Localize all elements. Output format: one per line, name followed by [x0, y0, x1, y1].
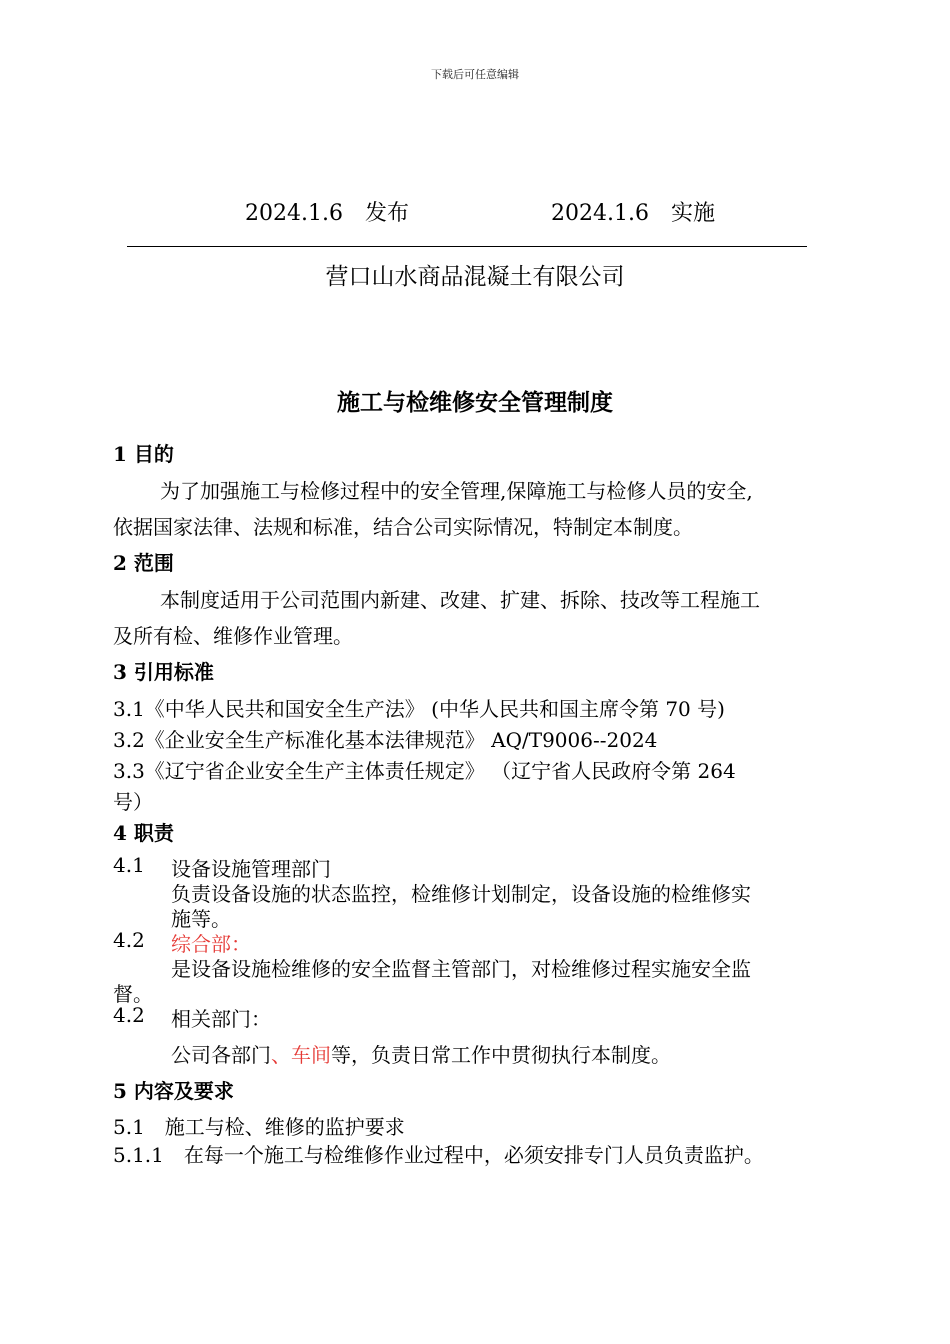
header-rule [127, 246, 807, 247]
section-heading-references: 3 引用标准 [113, 660, 214, 684]
duty-1-line2: 施等。 [171, 907, 231, 931]
reference-item-3-line1: 3.3《辽宁省企业安全生产主体责任规定》 （辽宁省人民政府令第 264 [113, 759, 736, 783]
content-item-5-1-1: 5.1.1 在每一个施工与检维修作业过程中，必须安排专门人员负责监护。 [113, 1143, 764, 1167]
duty-3-text-highlight: 、车间 [271, 1043, 331, 1067]
duty-2-line2: 督。 [113, 982, 153, 1006]
reference-item-1: 3.1《中华人民共和国安全生产法》 (中华人民共和国主席令第 70 号) [113, 697, 725, 721]
duty-2-number: 4.2 [113, 928, 145, 952]
duty-1-number: 4.1 [113, 853, 145, 877]
duty-3-text-pre: 公司各部门 [171, 1043, 271, 1067]
duty-1-line1: 负责设备设施的状态监控，检维修计划制定，设备设施的检维修实 [171, 882, 751, 906]
duty-2-line1: 是设备设施检维修的安全监督主管部门，对检维修过程实施安全监 [171, 957, 751, 981]
purpose-text-line1: 为了加强施工与检修过程中的安全管理,保障施工与检修人员的安全, [160, 479, 753, 503]
reference-item-3-line2: 号） [113, 790, 153, 814]
content-item-5-1: 5.1 施工与检、维修的监护要求 [113, 1115, 405, 1139]
section-heading-duties: 4 职责 [113, 821, 174, 845]
section-heading-scope: 2 范围 [113, 551, 174, 575]
duty-3-title: 相关部门： [171, 1007, 271, 1031]
duty-2-title: 综合部： [171, 932, 251, 956]
company-name: 营口山水商品混凝土有限公司 [325, 264, 625, 290]
scope-text-line2: 及所有检、维修作业管理。 [113, 624, 353, 648]
duty-3-text [171, 1039, 671, 1068]
duty-1-title: 设备设施管理部门 [171, 857, 331, 881]
section-heading-purpose: 1 目的 [113, 442, 174, 466]
scope-text-line1: 本制度适用于公司范围内新建、改建、扩建、拆除、技改等工程施工 [160, 588, 760, 612]
header-note: 下载后可任意编辑 [431, 68, 519, 81]
reference-item-2: 3.2《企业安全生产标准化基本法律规范》 AQ/T9006--2024 [113, 728, 658, 752]
purpose-text-line2: 依据国家法律、法规和标准，结合公司实际情况，特制定本制度。 [113, 515, 693, 539]
implement-date: 2024.1.6 实施 [551, 201, 715, 226]
section-heading-content: 5 内容及要求 [113, 1079, 234, 1103]
publish-date: 2024.1.6 发布 [245, 201, 409, 226]
document-title: 施工与检维修安全管理制度 [337, 389, 613, 416]
duty-3-text-post: 等，负责日常工作中贯彻执行本制度。 [331, 1043, 671, 1067]
duty-3-number: 4.2 [113, 1003, 145, 1027]
